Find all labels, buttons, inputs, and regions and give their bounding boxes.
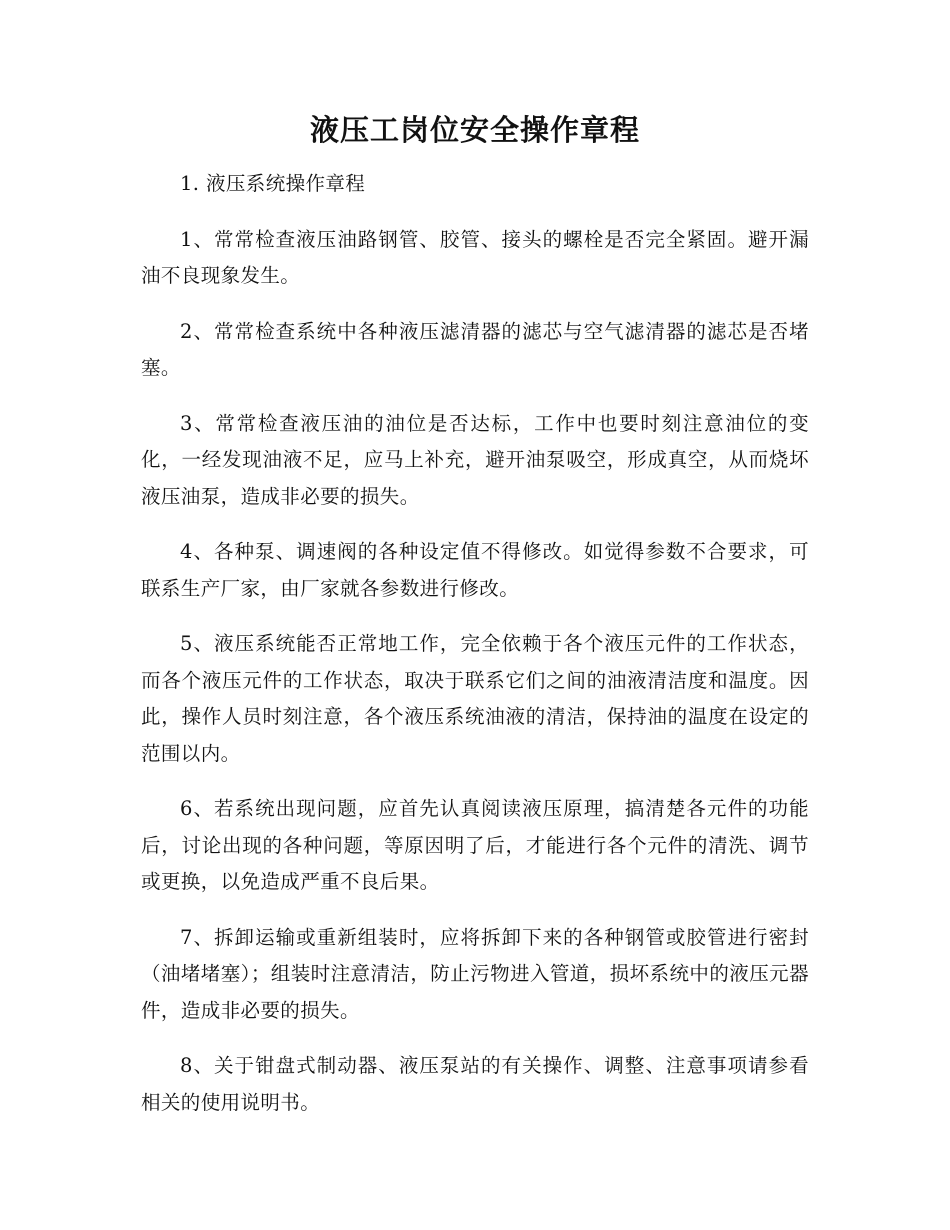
paragraph-4: 4、各种泵、调速阀的各种设定值不得修改。如觉得参数不合要求，可联系生产厂家，由厂家就各参数进行修改。 bbox=[141, 540, 809, 600]
document-title: 液压工岗位安全操作章程 bbox=[309, 113, 640, 147]
paragraph-5: 5、液压系统能否正常地工作，完全依赖于各个液压元件的工作状态，而各个液压元件的工作状态，取决于联系它们之间的油液清洁度和温度。因此，操作人员时刻注意，各个液压系统油液的清洁，保持油的温度在设定的范围以内。 bbox=[141, 632, 809, 765]
paragraph-2: 2、常常检查系统中各种液压滤清器的滤芯与空气滤清器的滤芯是否堵塞。 bbox=[141, 319, 809, 379]
paragraph-8: 8、关于钳盘式制动器、液压泵站的有关操作、调整、注意事项请参看相关的使用说明书。 bbox=[141, 1054, 809, 1114]
paragraph-7: 7、拆卸运输或重新组装时，应将拆卸下来的各种钢管或胶管进行密封（油堵堵塞）；组装时注意清洁，防止污物进入管道，损坏系统中的液压元器件，造成非必要的损失。 bbox=[141, 925, 809, 1022]
document-body bbox=[141, 166, 809, 1121]
section-heading: 1. 液压系统操作章程 bbox=[180, 172, 366, 195]
paragraph-3: 3、常常检查液压油的油位是否达标，工作中也要时刻注意油位的变化，一经发现油液不足，应马上补充，避开油泵吸空，形成真空，从而烧坏液压油泵，造成非必要的损失。 bbox=[141, 411, 809, 508]
paragraph-1: 1、常常检查液压油路钢管、胶管、接头的螺栓是否完全紧固。避开漏油不良现象发生。 bbox=[141, 227, 809, 287]
paragraph-6: 6、若系统出现问题，应首先认真阅读液压原理，搞清楚各元件的功能后，讨论出现的各种问题，等原因明了后，才能进行各个元件的清洗、调节或更换，以免造成严重不良后果。 bbox=[141, 797, 809, 893]
